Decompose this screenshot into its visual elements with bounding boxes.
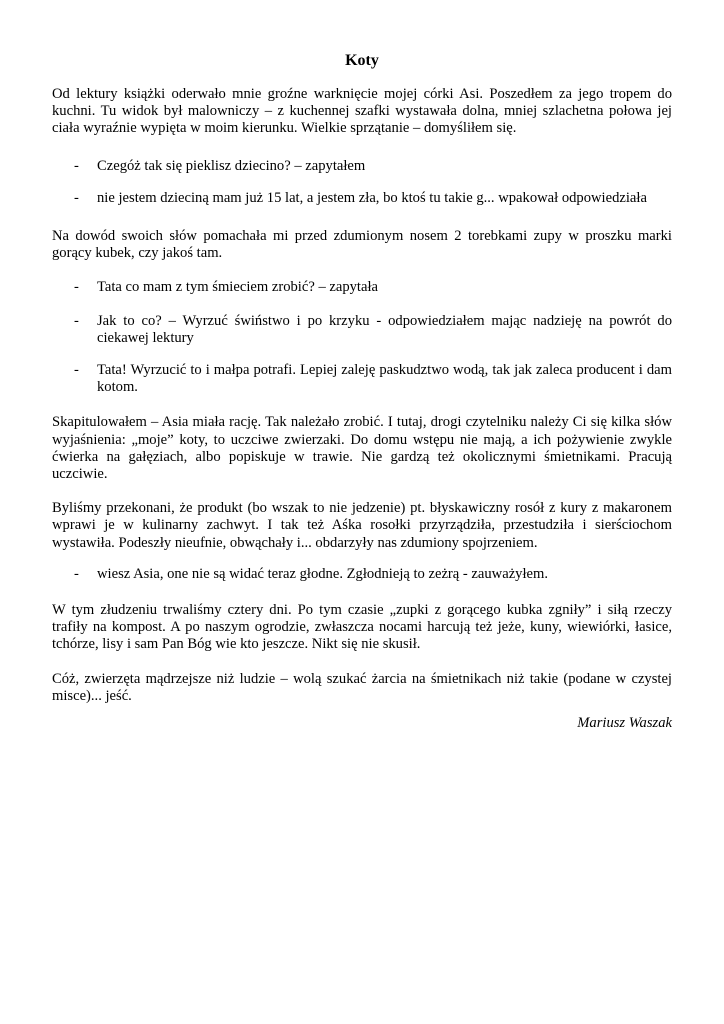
dash-bullet: - <box>74 157 79 174</box>
dialogue-text: Czegóż tak się pieklisz dziecino? – zapytałem <box>97 157 366 174</box>
author-signature: Mariusz Waszak <box>577 715 672 732</box>
paragraph-6: Cóż, zwierzęta mądrzejsze niż ludzie – wolą szukać żarcia na śmietnikach niż takie (podane w czystej misce)... jeść. <box>52 670 672 704</box>
document-body <box>52 86 672 732</box>
dialogue-line-5 <box>52 362 672 396</box>
dialogue-line-2 <box>52 190 672 207</box>
paragraph-1: Od lektury książki oderwało mnie groźne warknięcie mojej córki Asi. Poszedłem za jego tropem do kuchni. Tu widok był malowniczy – z kuchennej szafki wystawała dolna, mniej szlachetna połowa jej ciała wyraźnie wypięta w moim kierunku. Wielkie sprzątanie – domyśliłem się. <box>52 86 672 137</box>
paragraph-2: Na dowód swoich słów pomachała mi przed zdumionym nosem 2 torebkami zupy w proszku marki gorący kubek, czy jakoś tam. <box>52 228 672 262</box>
paragraph-3: Skapitulowałem – Asia miała rację. Tak należało zrobić. I tutaj, drogi czytelniku należy Ci się kilka słów wyjaśnienia: „moje” koty, to uczciwe zwierzaki. Do domu wstępu nie mają, a ich pożywienie zwykle ćwierka na gałęziach, albo popiskuje w trawie. Nie gardzą też okolicznymi śmietnikami. Pracują uczciwie. <box>52 414 672 483</box>
paragraph-5: W tym złudzeniu trwaliśmy cztery dni. Po tym czasie „zupki z gorącego kubka zgniły” i siłą rzeczy trafiły na kompost. A po naszym ogrodzie, zwłaszcza nocami harcują też jeże, kuny, wiewiórki, łasice, tchórze, lisy i sam Pan Bóg wie kto jeszcze. Nikt się nie skusił. <box>52 602 672 653</box>
dash-bullet: - <box>74 279 79 296</box>
dialogue-line-4 <box>52 313 672 347</box>
dialogue-line-1 <box>52 158 672 175</box>
dash-bullet: - <box>74 312 79 329</box>
dialogue-line-3 <box>52 279 672 296</box>
dialogue-line-6 <box>52 566 672 583</box>
dash-bullet: - <box>74 189 79 206</box>
dialogue-text: Jak to co? – Wyrzuć świństwo i po krzyku - odpowiedziałem mając nadzieję na powrót do ciekawej lektury <box>97 312 672 346</box>
dialogue-text: nie jestem dzieciną mam już 15 lat, a jestem zła, bo ktoś tu takie g... wpakował odpowiedziała <box>97 189 647 206</box>
dash-bullet: - <box>74 362 79 379</box>
dialogue-text: Tata! Wyrzucić to i małpa potrafi. Lepiej zaleję paskudztwo wodą, tak jak zaleca producent i dam kotom. <box>97 362 672 396</box>
document-title: Koty <box>345 52 379 69</box>
dash-bullet: - <box>74 565 79 582</box>
dialogue-text: wiesz Asia, one nie są widać teraz głodne. Zgłodnieją to zeżrą - zauważyłem. <box>97 565 548 582</box>
paragraph-4: Byliśmy przekonani, że produkt (bo wszak to nie jedzenie) pt. błyskawiczny rosół z kury z makaronem wprawi je w kulinarny zachwyt. I tak też Aśka rosołki przyrządziła, przestudziła i sierściochom wystawiła. Podeszły nieufnie, obwąchały i... obdarzyły nas zdumiony spojrzeniem. <box>52 500 672 551</box>
dialogue-text: Tata co mam z tym śmieciem zrobić? – zapytała <box>97 279 379 296</box>
